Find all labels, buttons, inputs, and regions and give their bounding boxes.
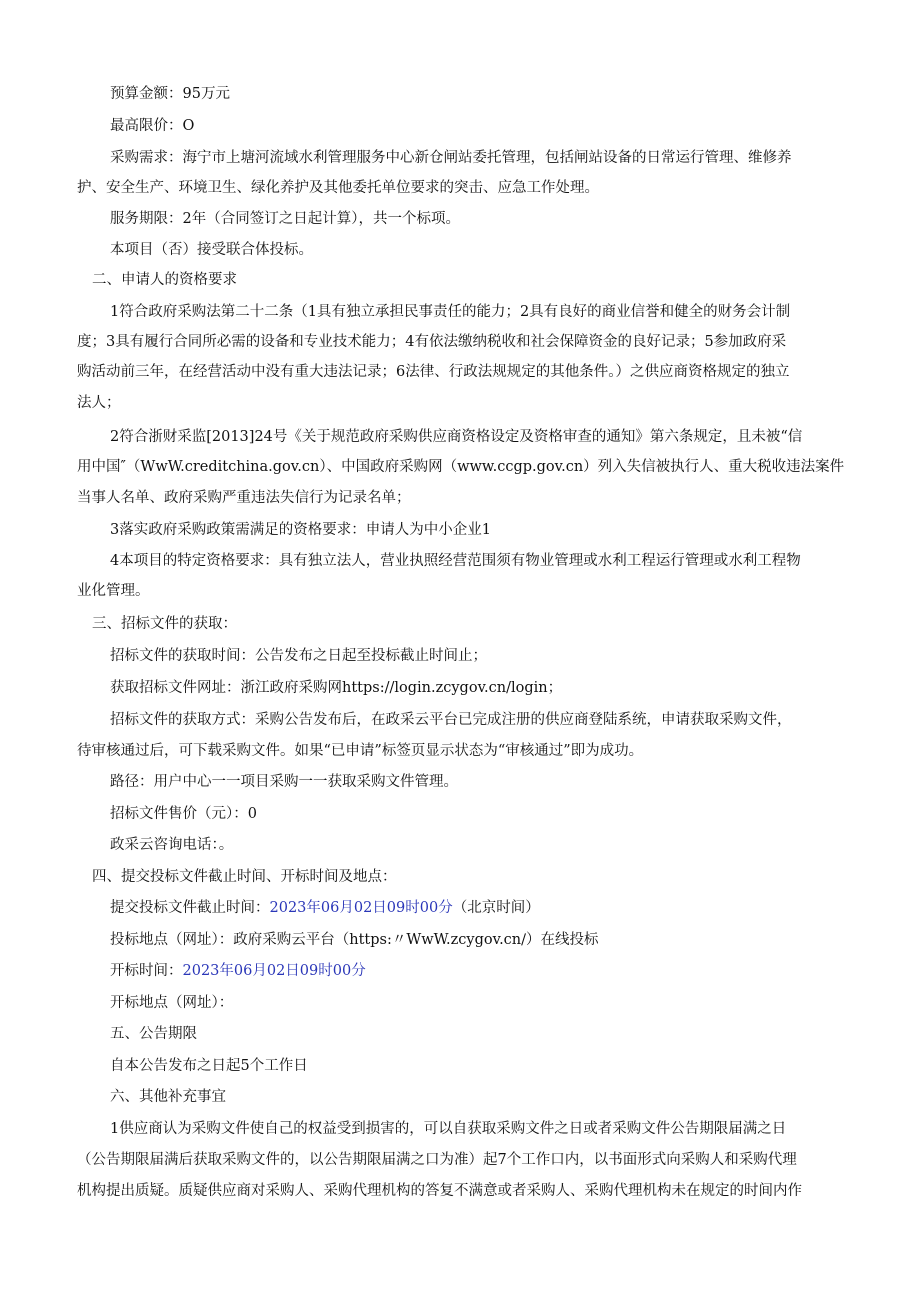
section-heading-other: 六、其他补充事宜 [110, 1089, 226, 1105]
purchase-need-text-1: 海宁市上塘河流域水利管理服务中心新仓闸站委托管理，包括闸站设备的日常运行管理、维修养 [182, 150, 792, 166]
qualification-2-line-2: 用中国″（WwW.creditchina.gov.cn）、中国政府采购网（www.ccgp.gov.cn）列入失信被执行人、重大税收违法案件 [77, 459, 845, 475]
qualification-3: 3落实政府采购政策需满足的资格要求：申请人为中小企业1 [110, 522, 491, 538]
opening-location: 开标地点（网址）： [110, 995, 234, 1011]
section-heading-notice-period: 五、公告期限 [110, 1026, 197, 1042]
obtain-method-line-2: 待审核通过后，可下载采购文件。如果“已申请”标签页显示状态为“审核通过”即为成功。 [77, 743, 644, 759]
opening-time-label: 开标时间： [110, 963, 183, 979]
other-line-3: 机构提出质疑。质疑供应商对采购人、采购代理机构的答复不满意或者采购人、采购代理机构未在规定的时间内作 [77, 1183, 802, 1199]
deadline-label: 提交投标文件截止时间： [110, 900, 270, 916]
max-price-value: O [182, 118, 195, 134]
purchase-need-line [110, 148, 792, 168]
obtain-method-line-1: 招标文件的获取方式：采购公告发布后，在政采云平台已完成注册的供应商登陆系统，申请获取采购文件， [110, 712, 792, 728]
obtain-time: 招标文件的获取时间：公告发布之日起至投标截止时间止； [110, 648, 487, 664]
service-term: 服务期限：2年（合同签订之日起计算），共一个标项。 [110, 211, 460, 227]
obtain-path: 路径：用户中心一一项目采购一一获取采购文件管理。 [110, 774, 458, 790]
qualification-2-line-3: 当事人名单、政府采购严重违法失信行为记录名单； [77, 490, 411, 506]
qualification-1-line-2: 度；3具有履行合同所必需的设备和专业技术能力；4有依法缴纳税收和社会保障资金的良好记录；5参加政府采 [77, 334, 787, 350]
budget-line [110, 84, 230, 104]
deadline-suffix: （北京时间） [452, 900, 540, 916]
submission-deadline [110, 898, 540, 918]
other-line-2: （公告期限届满后获取采购文件的，以公告期限届满之口为准）起7个工作口内，以书面形式向采购人和采购代理 [77, 1152, 797, 1168]
document-price: 招标文件售价（元）：0 [110, 806, 257, 822]
qualification-1-line-3: 购活动前三年，在经营活动中没有重大违法记录；6法律、行政法规规定的其他条件。）之供应商资格规定的独立 [77, 364, 790, 380]
section-heading-submission: 四、提交投标文件截止时间、开标时间及地点： [92, 869, 397, 885]
qualification-1-line-4: 法人； [77, 395, 121, 411]
deadline-datetime: 2023年06月02日09时00分 [269, 900, 453, 916]
consortium-note: 本项目（否）接受联合体投标。 [110, 242, 313, 258]
purchase-need-label: 采购需求： [110, 150, 183, 166]
notice-period-text: 自本公告发布之日起5个工作日 [110, 1058, 308, 1074]
consult-phone: 政采云咨询电话：。 [110, 837, 234, 853]
budget-label: 预算金额： [110, 86, 183, 102]
max-price-label: 最高限价： [110, 118, 183, 134]
qualification-1-line-1: 1符合政府采购法第二十二条（1具有独立承担民事责任的能力；2具有良好的商业信誉和健全的财务会计制 [110, 304, 791, 320]
obtain-url: 获取招标文件网址：浙江政府采购网https://login.zcygov.cn/login； [110, 680, 563, 696]
other-line-1: 1供应商认为采购文件使自己的权益受到损害的，可以自获取采购文件之日或者采购文件公告期限届满之日 [110, 1121, 787, 1137]
qualification-4-line-2: 业化管理。 [77, 583, 150, 599]
max-price-line [110, 116, 194, 136]
opening-datetime: 2023年06月02日09时00分 [182, 963, 366, 979]
submission-location: 投标地点（网址）：政府采购云平台（https:〃WwW.zcygov.cn∕）在线投标 [110, 932, 599, 948]
qualification-2-line-1: 2符合浙财采监[2013]24号《关于规范政府采购供应商资格设定及资格审查的通知》第六条规定，且未被“信 [110, 429, 803, 445]
opening-time [110, 961, 366, 981]
purchase-need-text-2: 护、安全生产、环境卫生、绿化养护及其他委托单位要求的突击、应急工作处理。 [77, 180, 599, 196]
budget-value: 95万元 [182, 86, 230, 102]
section-heading-obtain: 三、招标文件的获取： [92, 616, 237, 632]
qualification-4-line-1: 4本项目的特定资格要求：具有独立法人，营业执照经营范围须有物业管理或水利工程运行管理或水利工程物 [110, 553, 801, 569]
section-heading-qualifications: 二、申请人的资格要求 [92, 272, 237, 288]
